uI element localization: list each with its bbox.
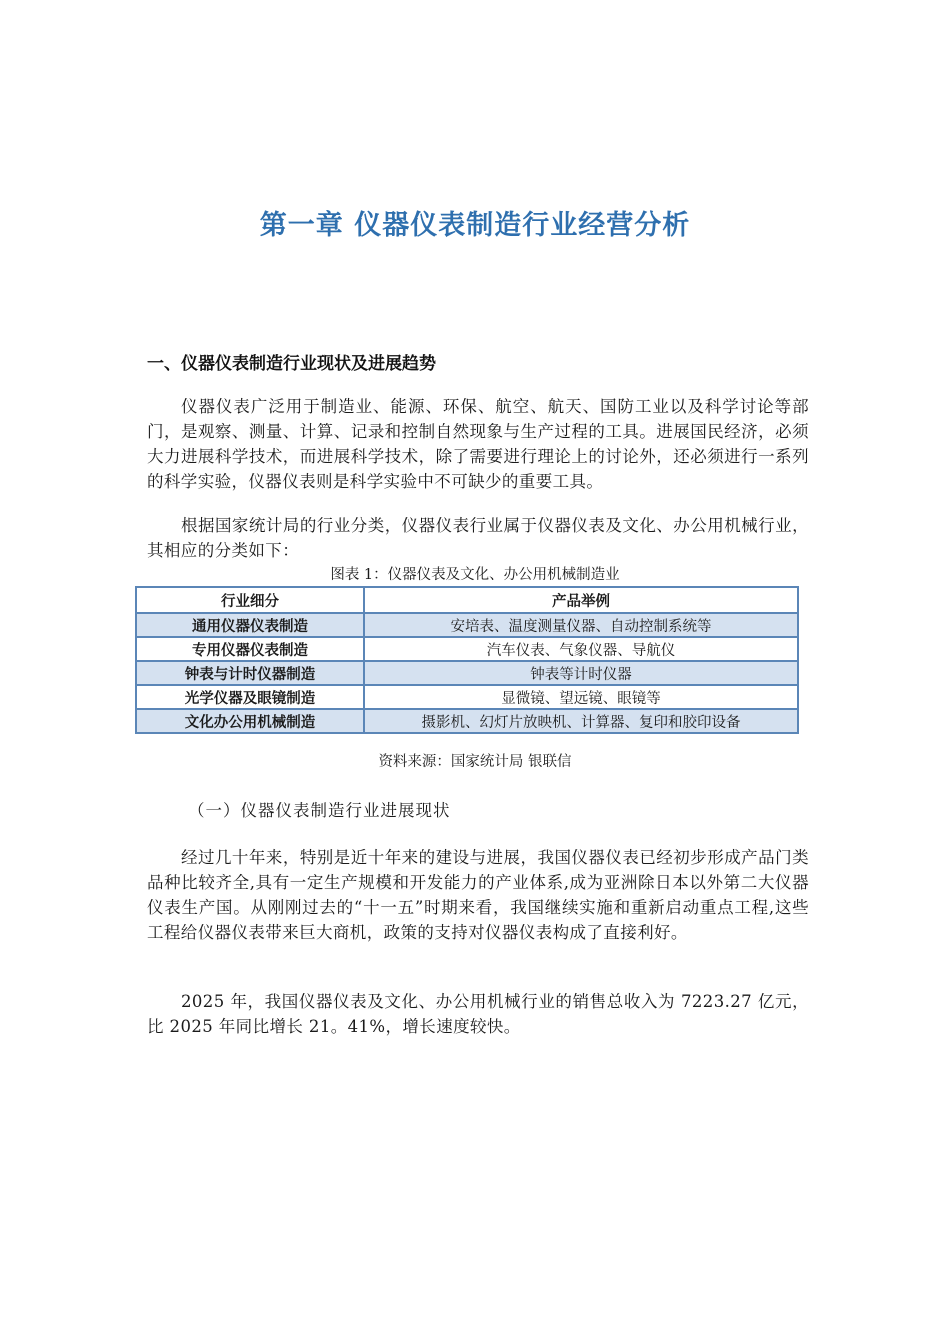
column-header-products: 产品举例: [364, 587, 798, 613]
sub-heading: （一）仪器仪表制造行业进展现状: [188, 801, 451, 820]
table-row: [136, 685, 798, 709]
paragraph-development: 经过几十年来，特别是近十年来的建设与进展，我国仪器仪表已经初步形成产品门类品种比较齐全,具有一定生产规模和开发能力的产业体系,成为亚洲除日本以外第二大仪器仪表生产国。从刚刚过去的“十一五”时期来看，我国继续实施和重新启动重点工程,这些工程给仪器仪表带来巨大商机，政策的支持对仪器仪表构成了直接利好。: [147, 848, 809, 942]
chapter-title: 第一章 仪器仪表制造行业经营分析: [259, 210, 691, 241]
table-row: [136, 709, 798, 733]
category-cell: 钟表与计时仪器制造: [136, 661, 364, 685]
category-cell: 专用仪器仪表制造: [136, 637, 364, 661]
products-cell: 钟表等计时仪器: [364, 661, 798, 685]
products-cell: 显微镜、望远镜、眼镜等: [364, 685, 798, 709]
table-row: [136, 613, 798, 637]
paragraph-revenue: 2025 年，我国仪器仪表及文化、办公用机械行业的销售总收入为 7223.27 亿元，比 2025 年同比增长 21。41%，增长速度较快。: [147, 992, 809, 1036]
table-header-row: [136, 587, 798, 613]
products-cell: 汽车仪表、气象仪器、导航仪: [364, 637, 798, 661]
section-heading: 一、仪器仪表制造行业现状及进展趋势: [147, 354, 436, 374]
paragraph-classification: 根据国家统计局的行业分类，仪器仪表行业属于仪器仪表及文化、办公用机械行业，其相应的分类如下：: [147, 516, 809, 560]
category-cell: 光学仪器及眼镜制造: [136, 685, 364, 709]
products-cell: 摄影机、幻灯片放映机、计算器、复印和胶印设备: [364, 709, 798, 733]
paragraph-intro: 仪器仪表广泛用于制造业、能源、环保、航空、航天、国防工业以及科学讨论等部门，是观察、测量、计算、记录和控制自然现象与生产过程的工具。进展国民经济，必须大力进展科学技术，而进展科学技术，除了需要进行理论上的讨论外，还必须进行一系列的科学实验，仪器仪表则是科学实验中不可缺少的重要工具。: [147, 397, 809, 491]
table-row: [136, 661, 798, 685]
category-cell: 文化办公用机械制造: [136, 709, 364, 733]
products-cell: 安培表、温度测量仪器、自动控制系统等: [364, 613, 798, 637]
table-row: [136, 637, 798, 661]
table-caption: 图表 1：仪器仪表及文化、办公用机械制造业: [330, 567, 620, 583]
table-source: 资料来源：国家统计局 银联信: [378, 754, 572, 770]
classification-table: [135, 586, 799, 734]
category-cell: 通用仪器仪表制造: [136, 613, 364, 637]
column-header-category: 行业细分: [136, 587, 364, 613]
